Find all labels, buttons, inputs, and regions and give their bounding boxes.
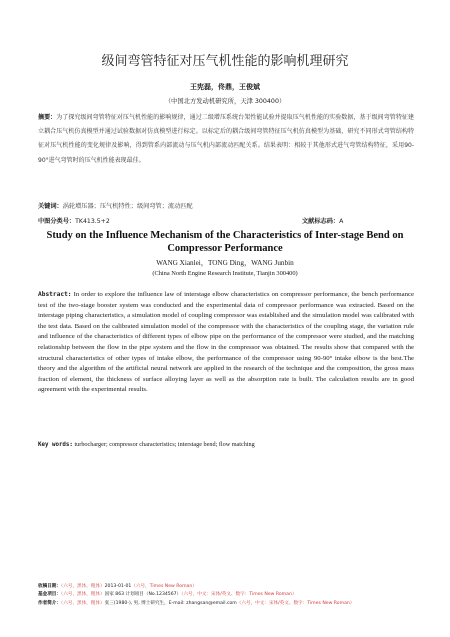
author-bio-label: 作者简介：: [38, 600, 61, 606]
received-label: 收稿日期：: [38, 584, 61, 589]
chinese-keywords-label: 关键词：: [38, 203, 63, 210]
footnotes: [38, 583, 418, 608]
english-abstract: [38, 290, 414, 396]
chinese-abstract-label: 摘要：: [38, 114, 57, 121]
classification-line: [38, 216, 414, 225]
classification-label: 中图分类号：: [38, 218, 76, 225]
english-keywords: [38, 441, 414, 448]
document-code: [302, 216, 343, 225]
chinese-abstract-text: 为了探究级间弯管特征对压气机性能的影响规律，通过二级增压系统台架性能试验并提取压气机性能的实验数据，基于级间弯管特征建立耦合压气机仿真模型并通过试验数据对仿真模型进行标定。以标定后的耦合级间弯管特征压气机仿真模型为基础，研究不同形式弯管结构特征对压气机性能的变化规律及影响，得到管系内部流动与压气机内部流动匹配关系。结果表明：相较于其他形式进气弯管结构特征，采用90-90°进气弯管时的压气机性能表现最佳。: [38, 114, 414, 164]
english-abstract-text: In order to explore the influence law of interstage elbow characteristics on compressor performance, the bench performance test of the two-stage booster system was conducted and the experimental data of compressor performance was extracted. Based on the interstage piping characteristics, a simulation model of coupling compressor was established and the simulation model was calibrated with the test data. Based on the calibrated simulation model of the compressor with the characteristics of the coupling stage, the variation rule and influence of the characteristics of different types of elbow pipe on the performance of the compressor were studied, and the matching relationship between the flow in the pipe system and the flow in the compressor was obtained. The results show that compared with the structural characteristics of other types of intake elbow, the performance of the compressor using 90-90° intake elbow is the best.The theory and the algorithm of the artificial neural network are applied in the research of the technique and the composition, the gross mass fraction of element, the thickness of surface alloying layer as well as the absorption rate is built. The calculation results are in good agreement with the experimental results.: [38, 291, 414, 394]
document-code-label: 文献标志码：: [302, 218, 340, 225]
fund-value-format-note: （六号，中文：宋体/英文、数字：Times New Roman）: [181, 592, 297, 598]
english-title: Study on the Influence Mechanism of the Characteristics of Inter-stage Bend on Compressor Performance: [46, 230, 404, 254]
english-authors: WANG Xianlei，TONG Ding，WANG Junbin: [156, 259, 294, 267]
classification-value: TK413.5+2: [75, 218, 110, 225]
author-bio-format-note: （六号，黑体，粗体）: [60, 600, 105, 606]
received-date: 2013-01-01: [104, 584, 132, 589]
chinese-authors: 王宪磊，佟鼎，王俊斌: [190, 83, 260, 91]
fund-label: 基金项目：: [38, 592, 61, 598]
english-keywords-text: turbocharger; compressor characteristics; interstage bend; flow matching: [72, 441, 255, 448]
footnote-received: [38, 583, 418, 591]
chinese-keywords: [38, 201, 414, 210]
fund-format-note: （六号，黑体，粗体）: [60, 592, 105, 598]
document-code-value: A: [339, 218, 344, 225]
received-date-format-note: （六号，Times New Roman）: [131, 584, 197, 589]
chinese-affiliation: （中国北方发动机研究所，天津 300400）: [164, 98, 286, 105]
received-format-note: （六号，黑体，粗体）: [60, 584, 105, 589]
english-keywords-label: Key words:: [38, 442, 73, 448]
footnote-author: [38, 600, 418, 608]
chinese-keywords-text: 涡轮增压器；压气机特性；级间弯管；流动匹配: [62, 203, 193, 210]
author-bio-value: 张三(1980-), 男, 博士研究生，E-mail: zhangsan@email.com: [104, 600, 237, 606]
fund-value: 国家 863 计划项目（No.1234567）: [104, 592, 182, 598]
footnote-fund: [38, 591, 418, 599]
author-bio-value-format-note: （六号，中文：宋体/英文、数字：Times New Roman）: [236, 600, 355, 606]
chinese-abstract: [38, 111, 414, 168]
chinese-title: 级间弯管特征对压气机性能的影响机理研究: [101, 54, 349, 69]
english-abstract-label: Abstract:: [38, 291, 72, 298]
english-affiliation: (China North Engine Research Institute, Tianjin 300400): [152, 270, 298, 277]
